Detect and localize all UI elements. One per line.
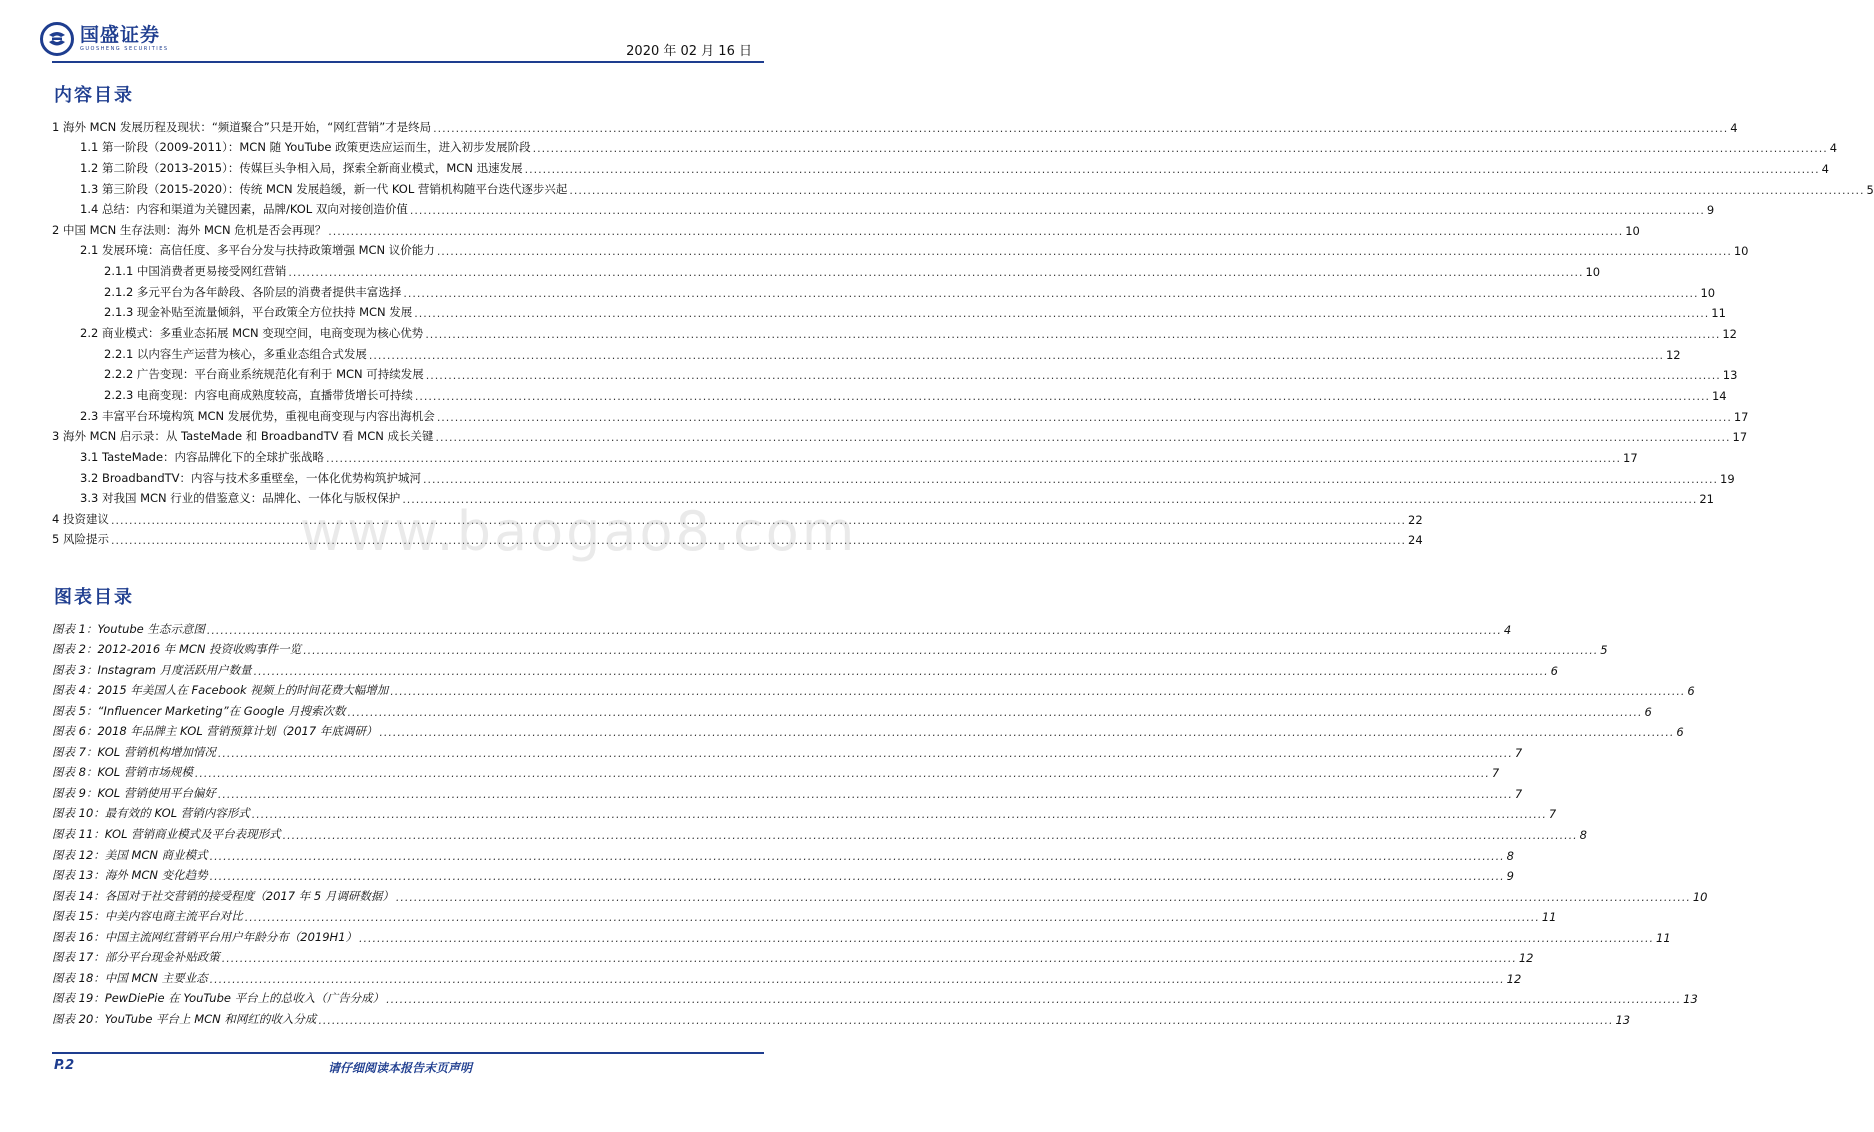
figure-entry-text: 图表 3：Instagram 月度活跃用户数量	[52, 662, 252, 677]
figure-entry-page: 6	[1676, 725, 1684, 740]
dot-leader	[425, 328, 1720, 341]
toc-entry[interactable]	[52, 465, 1735, 486]
toc-entry[interactable]	[52, 176, 1874, 197]
toc-entry-text: 2.1 发展环境：高信任度、多平台分发与扶持政策增强 MCN 议价能力	[80, 243, 435, 258]
toc-entry-page: 11	[1711, 306, 1726, 321]
figure-entry-page: 9	[1506, 869, 1514, 884]
toc-entry[interactable]	[52, 155, 1829, 176]
footer-divider	[52, 1052, 764, 1054]
toc-entry-text: 2.1.1 中国消费者更易接受网红营销	[104, 264, 287, 279]
dot-leader	[396, 891, 1691, 904]
toc-entry[interactable]	[52, 300, 1726, 321]
figure-entry[interactable]	[52, 986, 1698, 1007]
page-header	[0, 0, 800, 64]
toc-entry-page: 13	[1722, 368, 1738, 383]
dot-leader	[410, 204, 1705, 217]
figure-entry-page: 7	[1514, 745, 1523, 760]
figure-entry-page: 11	[1656, 930, 1671, 945]
dot-leader	[252, 808, 1547, 821]
list-of-figures	[52, 616, 1708, 1027]
figure-entry-text: 图表 16：中国主流网红营销平台用户年龄分布（2019H1）	[52, 929, 358, 944]
toc-entry-text: 1.4 总结：内容和渠道为关键因素，品牌/KOL 双向对接创造价值	[80, 202, 408, 217]
toc-entry-page: 24	[1408, 533, 1423, 548]
dot-leader	[390, 685, 1685, 698]
dot-leader	[210, 870, 1505, 883]
dot-leader	[386, 993, 1681, 1006]
toc-entry-page: 4	[1829, 141, 1838, 156]
toc-entry-page: 12	[1665, 347, 1681, 362]
figure-entry-page: 12	[1506, 971, 1522, 986]
toc-entry[interactable]	[52, 424, 1748, 445]
figure-entry[interactable]	[52, 821, 1587, 843]
figure-entry-page: 5	[1600, 643, 1608, 658]
toc-entry-text: 1.3 第三阶段（2015-2020）：传统 MCN 发展趋缓，新一代 KOL 营销机构随平台迭代逐步兴起	[80, 181, 568, 196]
toc-entry-text: 3.1 TasteMade：内容品牌化下的全球扩张战略	[80, 449, 325, 464]
toc-entry-page: 17	[1733, 409, 1749, 424]
toc-entry-page: 5	[1866, 182, 1874, 197]
dot-leader	[348, 706, 1643, 719]
figure-entry-page: 6	[1550, 663, 1558, 678]
dot-leader	[403, 287, 1698, 300]
toc-entry[interactable]	[52, 444, 1638, 465]
figure-entry-text: 图表 9：KOL 营销使用平台偏好	[52, 785, 216, 800]
figure-entry-text: 图表 12：美国 MCN 商业模式	[52, 847, 208, 862]
dot-leader	[533, 142, 1828, 155]
toc-entry-page: 4	[1730, 120, 1738, 135]
figure-entry-text: 图表 18：中国 MCN 主要业态	[52, 970, 208, 985]
toc-entry-text: 2 中国 MCN 生存法则：海外 MCN 危机是否会再现？	[52, 222, 327, 237]
figure-entry-text: 图表 2：2012-2016 年 MCN 投资收购事件一览	[52, 642, 302, 657]
toc-heading: 内容目录	[54, 85, 134, 106]
figure-entry-page: 11	[1541, 910, 1557, 925]
watermark: www.baogao8.com	[300, 500, 858, 563]
toc-entry[interactable]	[52, 403, 1749, 424]
figure-entry-page: 4	[1503, 622, 1512, 637]
company-logo	[40, 22, 169, 56]
dot-leader	[437, 411, 1732, 424]
toc-entry-page: 10	[1733, 244, 1749, 259]
toc-entry-page: 17	[1623, 450, 1638, 465]
figure-entry-text: 图表 8：KOL 营销市场规模	[52, 765, 193, 780]
figure-entry[interactable]	[52, 739, 1523, 760]
figure-entry-page: 6	[1644, 704, 1652, 719]
figure-entry[interactable]	[52, 1006, 1631, 1027]
toc-entry[interactable]	[52, 320, 1737, 342]
figure-entry[interactable]	[52, 698, 1652, 719]
figure-entry[interactable]	[52, 801, 1557, 822]
toc-entry-text: 2.1.3 现金补贴至流量倾斜，平台政策全方位扶持 MCN 发展	[104, 305, 413, 320]
toc-entry[interactable]	[52, 217, 1640, 238]
toc-entry-page: 19	[1720, 471, 1735, 486]
toc-entry-page: 10	[1625, 223, 1640, 238]
logo-name: 国盛证券	[80, 24, 161, 46]
toc-entry-page: 10	[1585, 265, 1601, 280]
toc-entry-page: 17	[1732, 430, 1748, 445]
toc-entry[interactable]	[52, 238, 1749, 259]
dot-leader	[222, 952, 1517, 965]
figure-entry[interactable]	[52, 883, 1708, 904]
toc-entry-text: 1.2 第二阶段（2013-2015）：传媒巨头争相入局，探索全新商业模式，MCN 迅速发展	[80, 160, 523, 175]
dot-leader	[218, 747, 1513, 760]
dot-leader	[379, 726, 1674, 739]
toc-entry[interactable]	[52, 197, 1715, 218]
figure-entry[interactable]	[52, 760, 1500, 781]
dot-leader	[569, 184, 1864, 197]
dot-leader	[369, 349, 1664, 362]
page-number: P.2	[54, 1058, 75, 1073]
report-date: 2020 年 02 月 16 日	[626, 44, 752, 59]
figures-heading: 图表目录	[54, 587, 134, 608]
dot-leader	[436, 431, 1731, 444]
figure-entry[interactable]	[52, 780, 1523, 801]
figure-entry-page: 13	[1615, 1012, 1631, 1027]
toc-entry-text: 2.2.3 电商变现：内容电商成熟度较高，直播带货增长可持续	[104, 387, 413, 402]
dot-leader	[359, 932, 1654, 945]
toc-entry[interactable]	[52, 382, 1727, 403]
figure-entry[interactable]	[52, 719, 1684, 740]
dot-leader	[423, 473, 1718, 486]
dot-leader	[318, 1014, 1613, 1027]
figure-entry-text: 图表 15：中美内容电商主流平台对比	[52, 909, 243, 924]
figure-entry-text: 图表 4：2015 年美国人在 Facebook 视频上的时间花费大幅增加	[52, 683, 389, 698]
dot-leader	[433, 122, 1728, 135]
toc-entry-page: 9	[1706, 203, 1715, 218]
dot-leader	[328, 225, 1623, 238]
figure-entry-text: 图表 6：2018 年品牌主 KOL 营销预算计划（2017 年底调研）	[52, 724, 378, 739]
figure-entry-page: 13	[1683, 992, 1698, 1007]
dot-leader	[207, 624, 1502, 637]
figure-entry-text: 图表 20：YouTube 平台上 MCN 和网红的收入分成	[52, 1011, 317, 1026]
dot-leader	[254, 665, 1549, 678]
figure-entry-page: 8	[1579, 828, 1587, 843]
figure-entry-page: 7	[1514, 786, 1523, 801]
dot-leader	[288, 266, 1583, 279]
toc-entry-text: 2.1.2 多元平台为各年龄段、各阶层的消费者提供丰富选择	[104, 284, 402, 299]
figure-entry-text: 图表 10：最有效的 KOL 营销内容形式	[52, 806, 250, 821]
dot-leader	[283, 829, 1578, 842]
toc-entry-text: 4 投资建议	[52, 511, 109, 526]
toc-entry-page: 12	[1722, 327, 1737, 342]
logo-subtitle: GUOSHENG SECURITIES	[80, 46, 169, 52]
figure-entry-text: 图表 5：“Influencer Marketing”在 Google 月搜索次数	[52, 703, 346, 718]
toc-entry[interactable]	[52, 258, 1601, 280]
toc-entry[interactable]	[52, 362, 1738, 383]
toc-entry[interactable]	[52, 341, 1681, 362]
figure-entry[interactable]	[52, 863, 1514, 884]
toc-entry-text: 1.1 第一阶段（2009-2011）：MCN 随 YouTube 政策更迭应运而生，进入初步发展阶段	[80, 140, 531, 155]
dot-leader	[415, 390, 1710, 403]
header-divider	[52, 61, 764, 63]
figure-entry[interactable]	[52, 945, 1534, 966]
toc-entry-page: 21	[1699, 492, 1714, 507]
figure-entry[interactable]	[52, 924, 1671, 945]
toc-entry-text: 2.2.1 以内容生产运营为核心，多重业态组合式发展	[104, 346, 367, 361]
toc-entry[interactable]	[52, 114, 1738, 135]
toc-entry[interactable]	[52, 135, 1838, 156]
figure-entry-text: 图表 7：KOL 营销机构增加情况	[52, 744, 216, 759]
toc-entry-page: 14	[1711, 388, 1727, 403]
dot-leader	[414, 307, 1709, 320]
toc-entry-text: 2.3 丰富平台环境构筑 MCN 发展优势，重视电商变现与内容出海机会	[80, 408, 435, 423]
toc-entry-page: 10	[1700, 285, 1716, 300]
figure-entry[interactable]	[52, 965, 1522, 986]
toc-entry-text: 3.2 BroadbandTV：内容与技术多重壁垒，一体化优势构筑护城河	[80, 470, 422, 485]
dot-leader	[210, 973, 1505, 986]
dot-leader	[426, 369, 1721, 382]
toc-entry-text: 3.3 对我国 MCN 行业的借鉴意义：品牌化、一体化与版权保护	[80, 491, 401, 506]
dot-leader	[525, 163, 1820, 176]
figure-entry-text: 图表 14：各国对于社交营销的接受程度（2017 年 5 月调研数据）	[52, 888, 394, 903]
toc-entry-text: 5 风险提示	[52, 532, 109, 547]
dot-leader	[437, 245, 1732, 258]
toc-entry-text: 1 海外 MCN 发展历程及现状：“频道聚合”只是开始，“网红营销”才是终局	[52, 119, 432, 134]
figure-entry-page: 6	[1687, 684, 1695, 699]
dot-leader	[218, 788, 1513, 801]
figure-entry-text: 图表 17：部分平台现金补贴政策	[52, 950, 220, 965]
figure-entry[interactable]	[52, 904, 1557, 925]
figure-entry[interactable]	[52, 842, 1514, 863]
dot-leader	[195, 767, 1490, 780]
figure-entry-text: 图表 11：KOL 营销商业模式及平台表现形式	[52, 827, 281, 842]
toc-entry[interactable]	[52, 279, 1716, 300]
figure-entry[interactable]	[52, 616, 1512, 637]
toc-entry-text: 3 海外 MCN 启示录：从 TasteMade 和 BroadbandTV 看 MCN 成长关键	[52, 429, 434, 444]
figure-entry-text: 图表 13：海外 MCN 变化趋势	[52, 868, 208, 883]
figure-entry-page: 12	[1518, 951, 1534, 966]
dot-leader	[303, 644, 1598, 657]
figure-entry[interactable]	[52, 678, 1695, 699]
figure-entry-text: 图表 19：PewDiePie 在 YouTube 平台上的总收入（广告分成）	[52, 991, 385, 1006]
toc-entry-page: 4	[1821, 161, 1829, 176]
footer-disclaimer: 请仔细阅读本报告末页声明	[327, 1061, 472, 1075]
toc-entry-text: 2.2.2 广告变现：平台商业系统规范化有利于 MCN 可持续发展	[104, 367, 424, 382]
table-of-contents	[52, 114, 1874, 548]
figure-entry-text: 图表 1：Youtube 生态示意图	[52, 621, 205, 636]
toc-entry-page: 22	[1408, 512, 1423, 527]
figure-entry-page: 7	[1548, 807, 1557, 822]
dot-leader	[210, 850, 1505, 863]
figure-entry-page: 7	[1491, 766, 1500, 781]
figure-entry-page: 8	[1506, 848, 1514, 863]
dot-leader	[326, 452, 1621, 465]
dot-leader	[245, 911, 1540, 924]
toc-entry-text: 2.2 商业模式：多重业态拓展 MCN 变现空间，电商变现为核心优势	[80, 326, 424, 341]
figure-entry[interactable]	[52, 637, 1608, 658]
figure-entry[interactable]	[52, 657, 1558, 678]
logo-icon	[40, 22, 74, 56]
figure-entry-page: 10	[1692, 889, 1708, 904]
